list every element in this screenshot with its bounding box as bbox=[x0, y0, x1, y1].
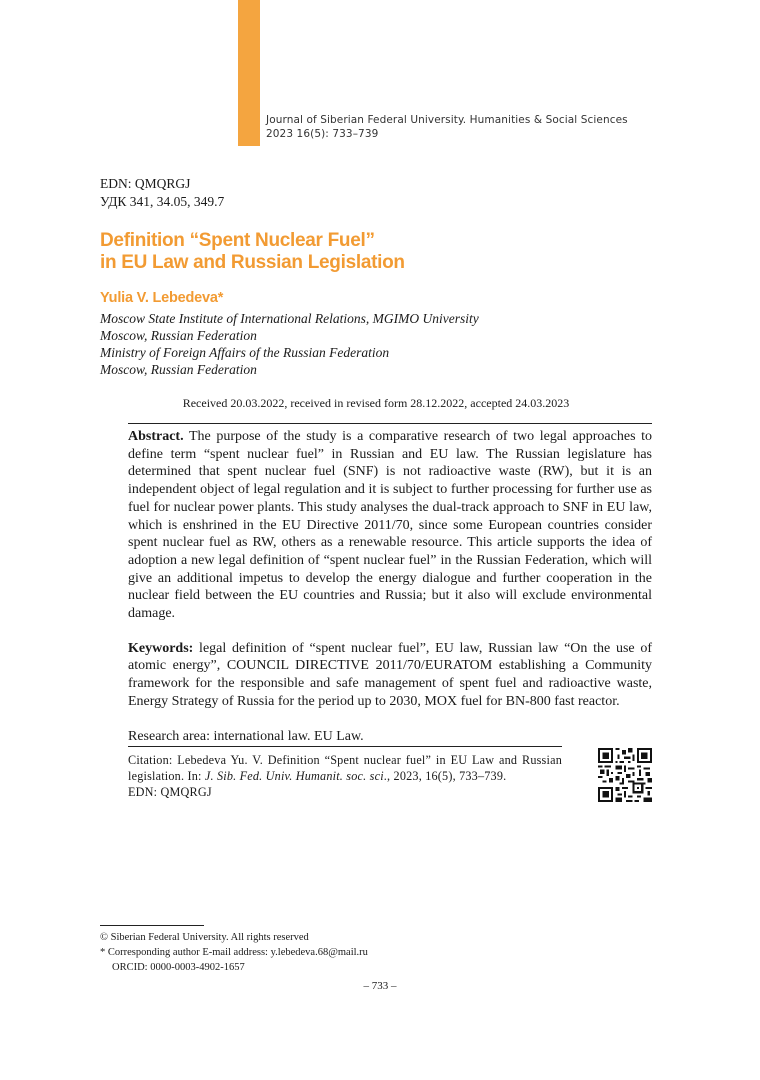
received-dates: Received 20.03.2022, received in revised form 28.12.2022, accepted 24.03.2023 bbox=[182, 396, 570, 410]
abstract-text: The purpose of the study is a comparative research of two legal approaches to define term “spent nuclear fuel” in Russian and EU law. The Russian legislature has determined that spent nuclear fuel (SNF) is not radioactive waste (RW), but it is an independent object of legal regulation and it is subject to further processing for further use as fuel for nuclear power plants. This study analyses the dual-track approach to SNF in EU law, which is enshrined in the EU Directive 2011/70, since some European countries consider spent nuclear fuel as RW, others as a renewable resource. This article supports the idea of adoption a new legal definition of “spent nuclear fuel” in the Russian Federation, which will give an additional impetus to develop the energy dialogue and further cooperation in the nuclear field between the EU countries and Russia; but it also will exclude environmental damage. bbox=[128, 429, 652, 622]
abstract-paragraph bbox=[128, 428, 652, 623]
abstract-section bbox=[128, 428, 652, 762]
udk-code: УДК 341, 34.05, 349.7 bbox=[100, 194, 225, 209]
article-meta bbox=[100, 175, 224, 211]
keywords-text: legal definition of “spent nuclear fuel”, EU law, Russian law “On the use of atomic energy”, COUNCIL DIRECTIVE 2011/70/EURATOM establishing a Community framework for the responsible and safe management of spent fuel and radioactive waste, Energy Strategy of Russia for the period up to 2030, MOX fuel for BN-800 fast reactor. bbox=[128, 640, 652, 709]
affiliation-line: Moscow, Russian Federation bbox=[100, 362, 257, 377]
journal-header bbox=[266, 113, 628, 141]
page-number: – 733 – bbox=[363, 980, 397, 992]
affiliations bbox=[100, 310, 479, 378]
journal-issue: 2023 16(5): 733–739 bbox=[266, 128, 379, 140]
edn-code: EDN: QMQRGJ bbox=[100, 176, 191, 191]
corresponding-author-note: * Corresponding author E-mail address: y.lebedeva.68@mail.ru bbox=[100, 947, 368, 958]
citation-prefix: Citation: Lebedeva Yu. V. Definition “Spent nuclear fuel” in EU Law and Russian legislation. In: bbox=[128, 753, 562, 783]
keywords-paragraph bbox=[128, 640, 652, 711]
research-area: Research area: international law. EU Law. bbox=[128, 728, 364, 744]
qr-code-icon[interactable] bbox=[598, 748, 652, 802]
article-title-line-1: Definition “Spent Nuclear Fuel” bbox=[100, 230, 375, 251]
affiliation-line: Ministry of Foreign Affairs of the Russian Federation bbox=[100, 345, 390, 360]
footnote-divider bbox=[100, 925, 204, 926]
affiliation-line: Moscow, Russian Federation bbox=[100, 328, 257, 343]
citation-suffix: ., 2023, 16(5), 733–739. bbox=[383, 769, 507, 783]
article-title-line-2: in EU Law and Russian Legislation bbox=[100, 252, 405, 273]
citation-edn: EDN: QMQRGJ bbox=[128, 785, 212, 799]
header-accent-bar bbox=[238, 0, 260, 146]
journal-title: Journal of Siberian Federal University. Humanities & Social Sciences bbox=[266, 114, 628, 126]
copyright-note: © Siberian Federal University. All rights reserved bbox=[100, 932, 309, 943]
orcid-note: ORCID: 0000-0003-4902-1657 bbox=[112, 962, 245, 973]
author-name: Yulia V. Lebedeva* bbox=[100, 290, 224, 306]
keywords-label: Keywords: bbox=[128, 640, 194, 656]
article-title bbox=[100, 230, 405, 274]
affiliation-line: Moscow State Institute of International Relations, MGIMO University bbox=[100, 311, 479, 326]
citation-journal: J. Sib. Fed. Univ. Humanit. soc. sci bbox=[204, 769, 384, 783]
footnotes bbox=[100, 930, 368, 975]
citation-divider bbox=[128, 746, 562, 747]
citation-block bbox=[128, 752, 562, 800]
abstract-divider bbox=[128, 423, 652, 424]
abstract-label: Abstract. bbox=[128, 429, 184, 444]
